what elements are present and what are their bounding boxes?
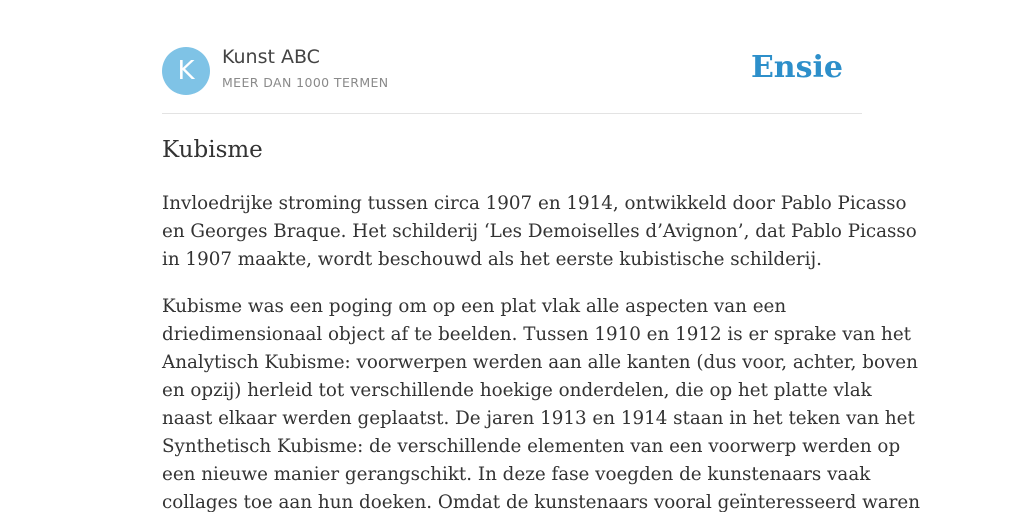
paragraph-line: Kubisme was een poging om op een plat vlak alle aspecten van een (162, 296, 787, 317)
article-body (162, 190, 920, 512)
source-name-link[interactable]: Kunst ABC (222, 46, 320, 68)
article-paragraph-1 (162, 190, 917, 274)
source-avatar[interactable]: K (162, 47, 210, 95)
ensie-logo[interactable]: Ensie (750, 50, 843, 85)
paragraph-line: naast elkaar werden geplaatst. De jaren 1913 en 1914 staan in het teken van het (162, 408, 915, 429)
paragraph-line: collages toe aan hun doeken. Omdat de kunstenaars vooral geïnteresseerd waren (162, 492, 920, 512)
paragraph-line: driedimensionaal object af te beelden. Tussen 1910 en 1912 is er sprake van het (162, 324, 911, 345)
paragraph-line: een nieuwe manier gerangschikt. In deze fase voegden de kunstenaars vaak (162, 464, 871, 485)
source-subtitle: MEER DAN 1000 TERMEN (222, 75, 389, 90)
content-container (162, 0, 920, 512)
paragraph-line: en opzij) herleid tot verschillende hoekige onderdelen, die op het platte vlak (162, 380, 872, 401)
paragraph-line: Invloedrijke stroming tussen circa 1907 en 1914, ontwikkeld door Pablo Picasso (162, 193, 907, 214)
paragraph-line: en Georges Braque. Het schilderij ‘Les Demoiselles d’Avignon’, dat Pablo Picasso (162, 221, 917, 242)
paragraph-line: in 1907 maakte, wordt beschouwd als het eerste kubistische schilderij. (162, 249, 822, 270)
paragraph-line: Analytisch Kubisme: voorwerpen werden aan alle kanten (dus voor, achter, boven (162, 352, 918, 373)
article-paragraph-2 (162, 293, 920, 512)
source-header (162, 0, 862, 114)
paragraph-line: Synthetisch Kubisme: de verschillende elementen van een voorwerp werden op (162, 436, 901, 457)
article-title: Kubisme (162, 137, 263, 163)
